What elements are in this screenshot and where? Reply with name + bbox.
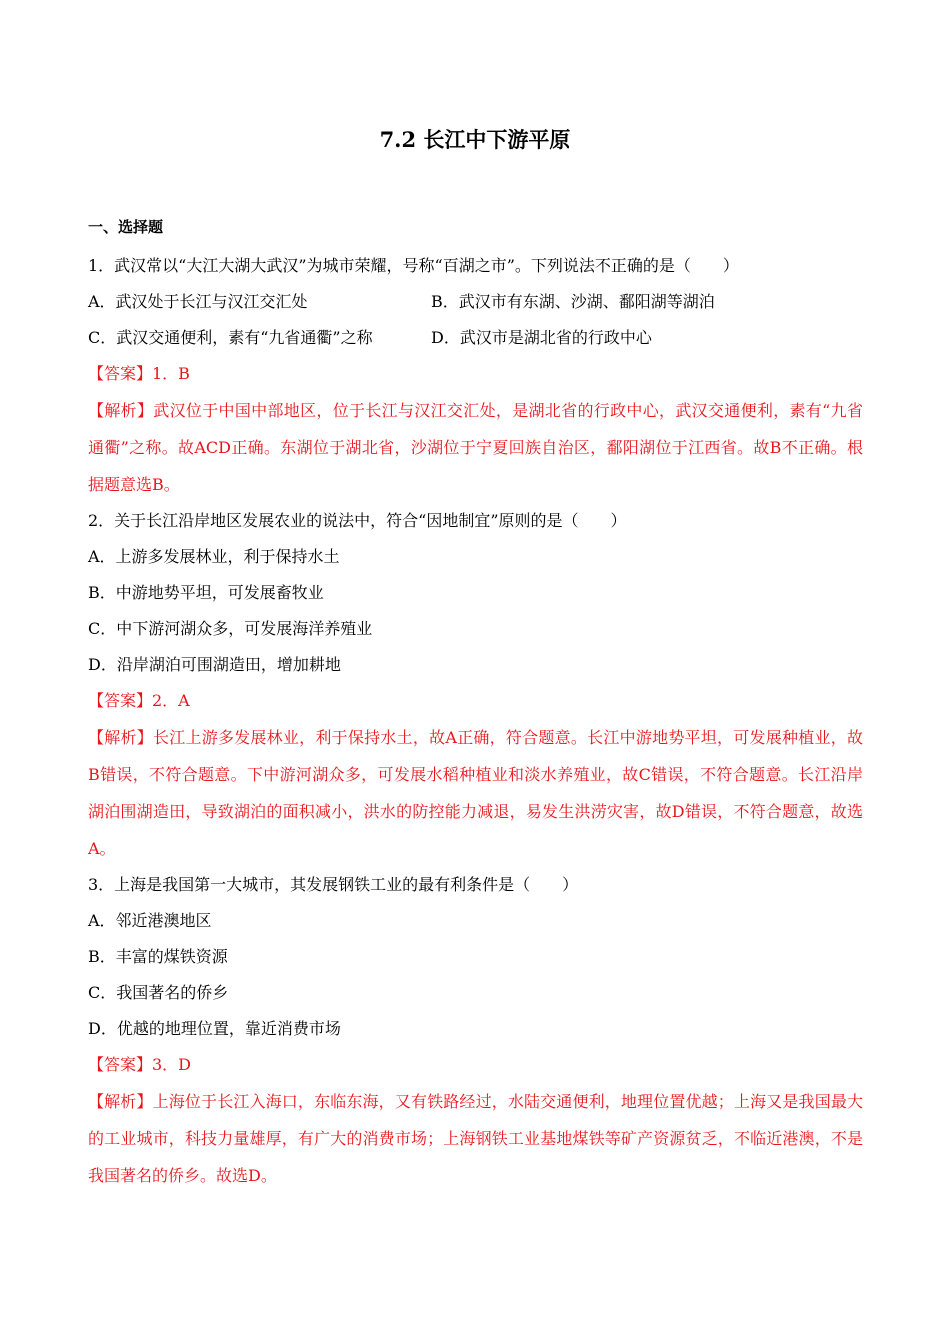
question-1-option-a: A．武汉处于长江与汉江交汇处 [88,292,308,311]
question-2-answer: 【答案】2．A [88,691,190,710]
question-2-option-a: A．上游多发展林业，利于保持水土 [88,547,340,566]
question-1-option-b: B．武汉市有东湖、沙湖、鄱阳湖等湖泊 [431,292,715,311]
document-body [88,214,863,1194]
question-2-option-d: D．沿岸湖泊可围湖造田，增加耕地 [88,655,341,674]
question-3-answer: 【答案】3．D [88,1055,192,1074]
question-2-option-c: C．中下游河湖众多，可发展海洋养殖业 [88,619,373,638]
question-1-option-d: D．武汉市是湖北省的行政中心 [431,328,652,347]
question-3-stem: 3．上海是我国第一大城市，其发展钢铁工业的最有利条件是（ ） [88,875,579,894]
question-1-answer: 【答案】1．B [88,364,190,383]
question-3-option-a: A．邻近港澳地区 [88,911,212,930]
question-1-options-row-2 [88,320,863,356]
section-heading: 一、选择题 [88,218,164,236]
question-1 [88,248,863,503]
question-3-option-d: D．优越的地理位置，靠近消费市场 [88,1019,341,1038]
question-2-option-b: B．中游地势平坦，可发展畜牧业 [88,583,324,602]
question-2-stem: 2．关于长江沿岸地区发展农业的说法中，符合“因地制宜”原则的是（ ） [88,511,627,530]
question-1-analysis: 【解析】武汉位于中国中部地区，位于长江与汉江交汇处，是湖北省的行政中心，武汉交通便利，素有“九省通衢”之称。故ACD正确。东湖位于湖北省，沙湖位于宁夏回族自治区，鄱阳湖位于江西省。故B不正确。根据题意选B。 [88,401,863,494]
question-1-options-row-1 [88,284,863,320]
question-1-stem: 1．武汉常以“大江大湖大武汉”为城市荣耀，号称“百湖之市”。下列说法不正确的是（ ） [88,256,739,275]
page-title: 7.2 长江中下游平原 [379,127,571,152]
question-2-analysis: 【解析】长江上游多发展林业，利于保持水土，故A正确，符合题意。长江中游地势平坦，可发展种植业，故B错误，不符合题意。下中游河湖众多，可发展水稻种植业和淡水养殖业，故C错误，不符合题意。长江沿岸湖泊围湖造田，导致湖泊的面积减小，洪水的防控能力减退，易发生洪涝灾害，故D错误，不符合题意，故选A。 [88,728,863,858]
question-3-option-c: C．我国著名的侨乡 [88,983,229,1002]
question-3-analysis: 【解析】上海位于长江入海口，东临东海，又有铁路经过，水陆交通便利，地理位置优越；上海又是我国最大的工业城市，科技力量雄厚，有广大的消费市场；上海钢铁工业基地煤铁等矿产资源贫乏，不临近港澳，不是我国著名的侨乡。故选D。 [88,1092,863,1185]
question-1-option-c: C．武汉交通便利，素有“九省通衢”之称 [88,328,373,347]
question-2 [88,503,863,867]
question-3 [88,867,863,1194]
question-3-option-b: B．丰富的煤铁资源 [88,947,228,966]
